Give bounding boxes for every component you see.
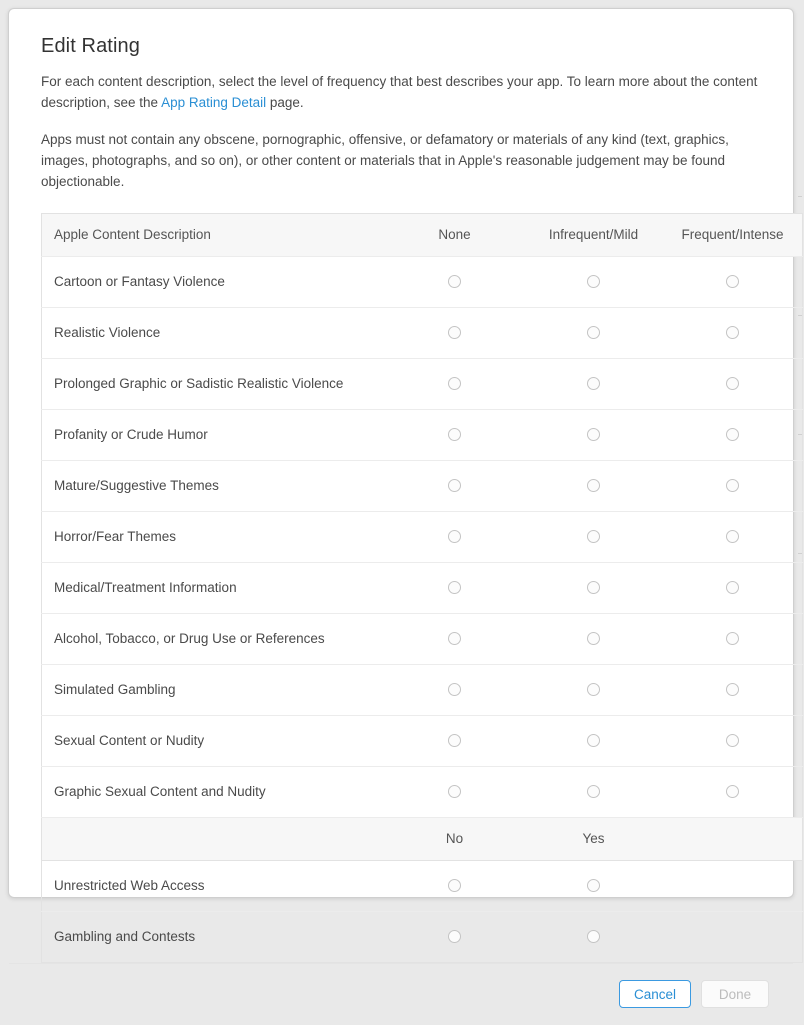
radio-button-infrequent[interactable] bbox=[587, 326, 600, 339]
radio-cell-none[interactable] bbox=[385, 358, 524, 409]
radio-button-infrequent[interactable] bbox=[587, 530, 600, 543]
row-label: Mature/Suggestive Themes bbox=[42, 460, 386, 511]
edit-rating-dialog bbox=[8, 8, 794, 1002]
radio-button-frequent[interactable] bbox=[726, 479, 739, 492]
table-row bbox=[42, 307, 803, 358]
header-description: Apple Content Description bbox=[42, 213, 386, 256]
radio-button-frequent[interactable] bbox=[726, 581, 739, 594]
radio-cell-none[interactable] bbox=[385, 307, 524, 358]
table-row bbox=[42, 911, 803, 962]
intro-text-after-link: page. bbox=[266, 94, 304, 110]
radio-button-none[interactable] bbox=[448, 632, 461, 645]
row-label: Unrestricted Web Access bbox=[42, 860, 386, 911]
radio-cell-none[interactable] bbox=[385, 409, 524, 460]
row-label: Alcohol, Tobacco, or Drug Use or References bbox=[42, 613, 386, 664]
radio-button-no[interactable] bbox=[448, 930, 461, 943]
radio-button-infrequent[interactable] bbox=[587, 428, 600, 441]
radio-button-infrequent[interactable] bbox=[587, 785, 600, 798]
radio-cell-infrequent[interactable] bbox=[524, 307, 663, 358]
radio-cell-frequent[interactable] bbox=[663, 511, 803, 562]
radio-button-none[interactable] bbox=[448, 377, 461, 390]
intro-text-before-link: For each content description, select the level of frequency that best describes your app. To learn more about the content description, see the bbox=[41, 74, 758, 110]
radio-button-infrequent[interactable] bbox=[587, 275, 600, 288]
subheader-blank-cell-2 bbox=[663, 817, 803, 860]
row-label: Simulated Gambling bbox=[42, 664, 386, 715]
radio-button-none[interactable] bbox=[448, 734, 461, 747]
radio-button-frequent[interactable] bbox=[726, 530, 739, 543]
header-none: None bbox=[385, 213, 524, 256]
radio-button-no[interactable] bbox=[448, 879, 461, 892]
radio-button-infrequent[interactable] bbox=[587, 734, 600, 747]
radio-button-none[interactable] bbox=[448, 428, 461, 441]
radio-cell-yes[interactable] bbox=[524, 860, 663, 911]
dialog-footer bbox=[9, 963, 793, 1025]
radio-cell-none[interactable] bbox=[385, 562, 524, 613]
table-row bbox=[42, 409, 803, 460]
radio-cell-none[interactable] bbox=[385, 664, 524, 715]
radio-button-yes[interactable] bbox=[587, 930, 600, 943]
radio-button-frequent[interactable] bbox=[726, 377, 739, 390]
radio-cell-infrequent[interactable] bbox=[524, 664, 663, 715]
radio-cell-none[interactable] bbox=[385, 511, 524, 562]
rating-table-body bbox=[42, 256, 803, 962]
edge-mark bbox=[798, 434, 802, 435]
radio-button-frequent[interactable] bbox=[726, 428, 739, 441]
row-label: Graphic Sexual Content and Nudity bbox=[42, 766, 386, 817]
radio-cell-infrequent[interactable] bbox=[524, 766, 663, 817]
radio-button-infrequent[interactable] bbox=[587, 683, 600, 696]
table-row bbox=[42, 460, 803, 511]
row-label: Sexual Content or Nudity bbox=[42, 715, 386, 766]
radio-button-none[interactable] bbox=[448, 479, 461, 492]
radio-cell-frequent[interactable] bbox=[663, 307, 803, 358]
intro-paragraph bbox=[41, 72, 761, 114]
row-label: Profanity or Crude Humor bbox=[42, 409, 386, 460]
radio-cell-none[interactable] bbox=[385, 766, 524, 817]
radio-button-none[interactable] bbox=[448, 581, 461, 594]
radio-cell-none[interactable] bbox=[385, 613, 524, 664]
app-rating-detail-link[interactable]: App Rating Detail bbox=[161, 94, 267, 110]
radio-cell-infrequent[interactable] bbox=[524, 511, 663, 562]
radio-cell-none[interactable] bbox=[385, 256, 524, 307]
table-row bbox=[42, 664, 803, 715]
subheader-blank-cell bbox=[42, 817, 386, 860]
row-label: Cartoon or Fantasy Violence bbox=[42, 256, 386, 307]
radio-button-none[interactable] bbox=[448, 326, 461, 339]
table-subheader-row bbox=[42, 817, 803, 860]
radio-cell-frequent[interactable] bbox=[663, 715, 803, 766]
table-row bbox=[42, 511, 803, 562]
radio-button-none[interactable] bbox=[448, 683, 461, 696]
empty-cell bbox=[663, 860, 803, 911]
radio-cell-none[interactable] bbox=[385, 460, 524, 511]
radio-cell-infrequent[interactable] bbox=[524, 715, 663, 766]
radio-button-frequent[interactable] bbox=[726, 326, 739, 339]
radio-button-none[interactable] bbox=[448, 530, 461, 543]
done-button[interactable]: Done bbox=[701, 980, 769, 1008]
radio-cell-frequent[interactable] bbox=[663, 409, 803, 460]
radio-cell-frequent[interactable] bbox=[663, 562, 803, 613]
subheader-no: No bbox=[385, 817, 524, 860]
radio-button-infrequent[interactable] bbox=[587, 581, 600, 594]
table-row bbox=[42, 562, 803, 613]
cancel-button[interactable]: Cancel bbox=[619, 980, 691, 1008]
radio-button-frequent[interactable] bbox=[726, 275, 739, 288]
edge-mark bbox=[798, 196, 802, 197]
table-row bbox=[42, 358, 803, 409]
radio-cell-no[interactable] bbox=[385, 860, 524, 911]
table-row bbox=[42, 256, 803, 307]
radio-button-frequent[interactable] bbox=[726, 683, 739, 696]
edge-mark bbox=[798, 315, 802, 316]
radio-button-none[interactable] bbox=[448, 785, 461, 798]
content-notice: Apps must not contain any obscene, pornographic, offensive, or defamatory or materials of any kind (text, graphics, images, photographs, and so on), or other content or materials that in Apple's reasonable judgement may be found objectionable. bbox=[41, 131, 729, 189]
rating-table bbox=[41, 213, 803, 963]
radio-button-none[interactable] bbox=[448, 275, 461, 288]
row-label: Prolonged Graphic or Sadistic Realistic Violence bbox=[42, 358, 386, 409]
row-label: Realistic Violence bbox=[42, 307, 386, 358]
radio-button-infrequent[interactable] bbox=[587, 479, 600, 492]
radio-button-infrequent[interactable] bbox=[587, 377, 600, 390]
header-frequent-intense: Frequent/Intense bbox=[663, 213, 803, 256]
subheader-yes: Yes bbox=[524, 817, 663, 860]
radio-cell-infrequent[interactable] bbox=[524, 358, 663, 409]
radio-cell-frequent[interactable] bbox=[663, 766, 803, 817]
radio-cell-infrequent[interactable] bbox=[524, 256, 663, 307]
page-title: Edit Rating bbox=[41, 35, 140, 57]
radio-cell-frequent[interactable] bbox=[663, 358, 803, 409]
radio-cell-frequent[interactable] bbox=[663, 664, 803, 715]
radio-button-infrequent[interactable] bbox=[587, 632, 600, 645]
table-row bbox=[42, 715, 803, 766]
radio-cell-infrequent[interactable] bbox=[524, 613, 663, 664]
edge-mark bbox=[798, 553, 802, 554]
header-infrequent-mild: Infrequent/Mild bbox=[524, 213, 663, 256]
radio-cell-frequent[interactable] bbox=[663, 460, 803, 511]
table-row bbox=[42, 766, 803, 817]
radio-cell-no[interactable] bbox=[385, 911, 524, 962]
row-label: Medical/Treatment Information bbox=[42, 562, 386, 613]
radio-button-frequent[interactable] bbox=[726, 632, 739, 645]
empty-cell bbox=[663, 911, 803, 962]
radio-button-frequent[interactable] bbox=[726, 785, 739, 798]
radio-button-frequent[interactable] bbox=[726, 734, 739, 747]
radio-cell-frequent[interactable] bbox=[663, 613, 803, 664]
table-row bbox=[42, 860, 803, 911]
table-row bbox=[42, 613, 803, 664]
radio-cell-infrequent[interactable] bbox=[524, 409, 663, 460]
radio-cell-yes[interactable] bbox=[524, 911, 663, 962]
row-label: Gambling and Contests bbox=[54, 928, 196, 944]
dialog-body bbox=[9, 9, 793, 963]
rating-table-head bbox=[42, 213, 803, 256]
radio-cell-frequent[interactable] bbox=[663, 256, 803, 307]
row-label: Horror/Fear Themes bbox=[42, 511, 386, 562]
page-edge-marks bbox=[798, 196, 804, 672]
radio-cell-infrequent[interactable] bbox=[524, 562, 663, 613]
radio-cell-infrequent[interactable] bbox=[524, 460, 663, 511]
radio-button-yes[interactable] bbox=[587, 879, 600, 892]
radio-cell-none[interactable] bbox=[385, 715, 524, 766]
table-header-row bbox=[42, 213, 803, 256]
